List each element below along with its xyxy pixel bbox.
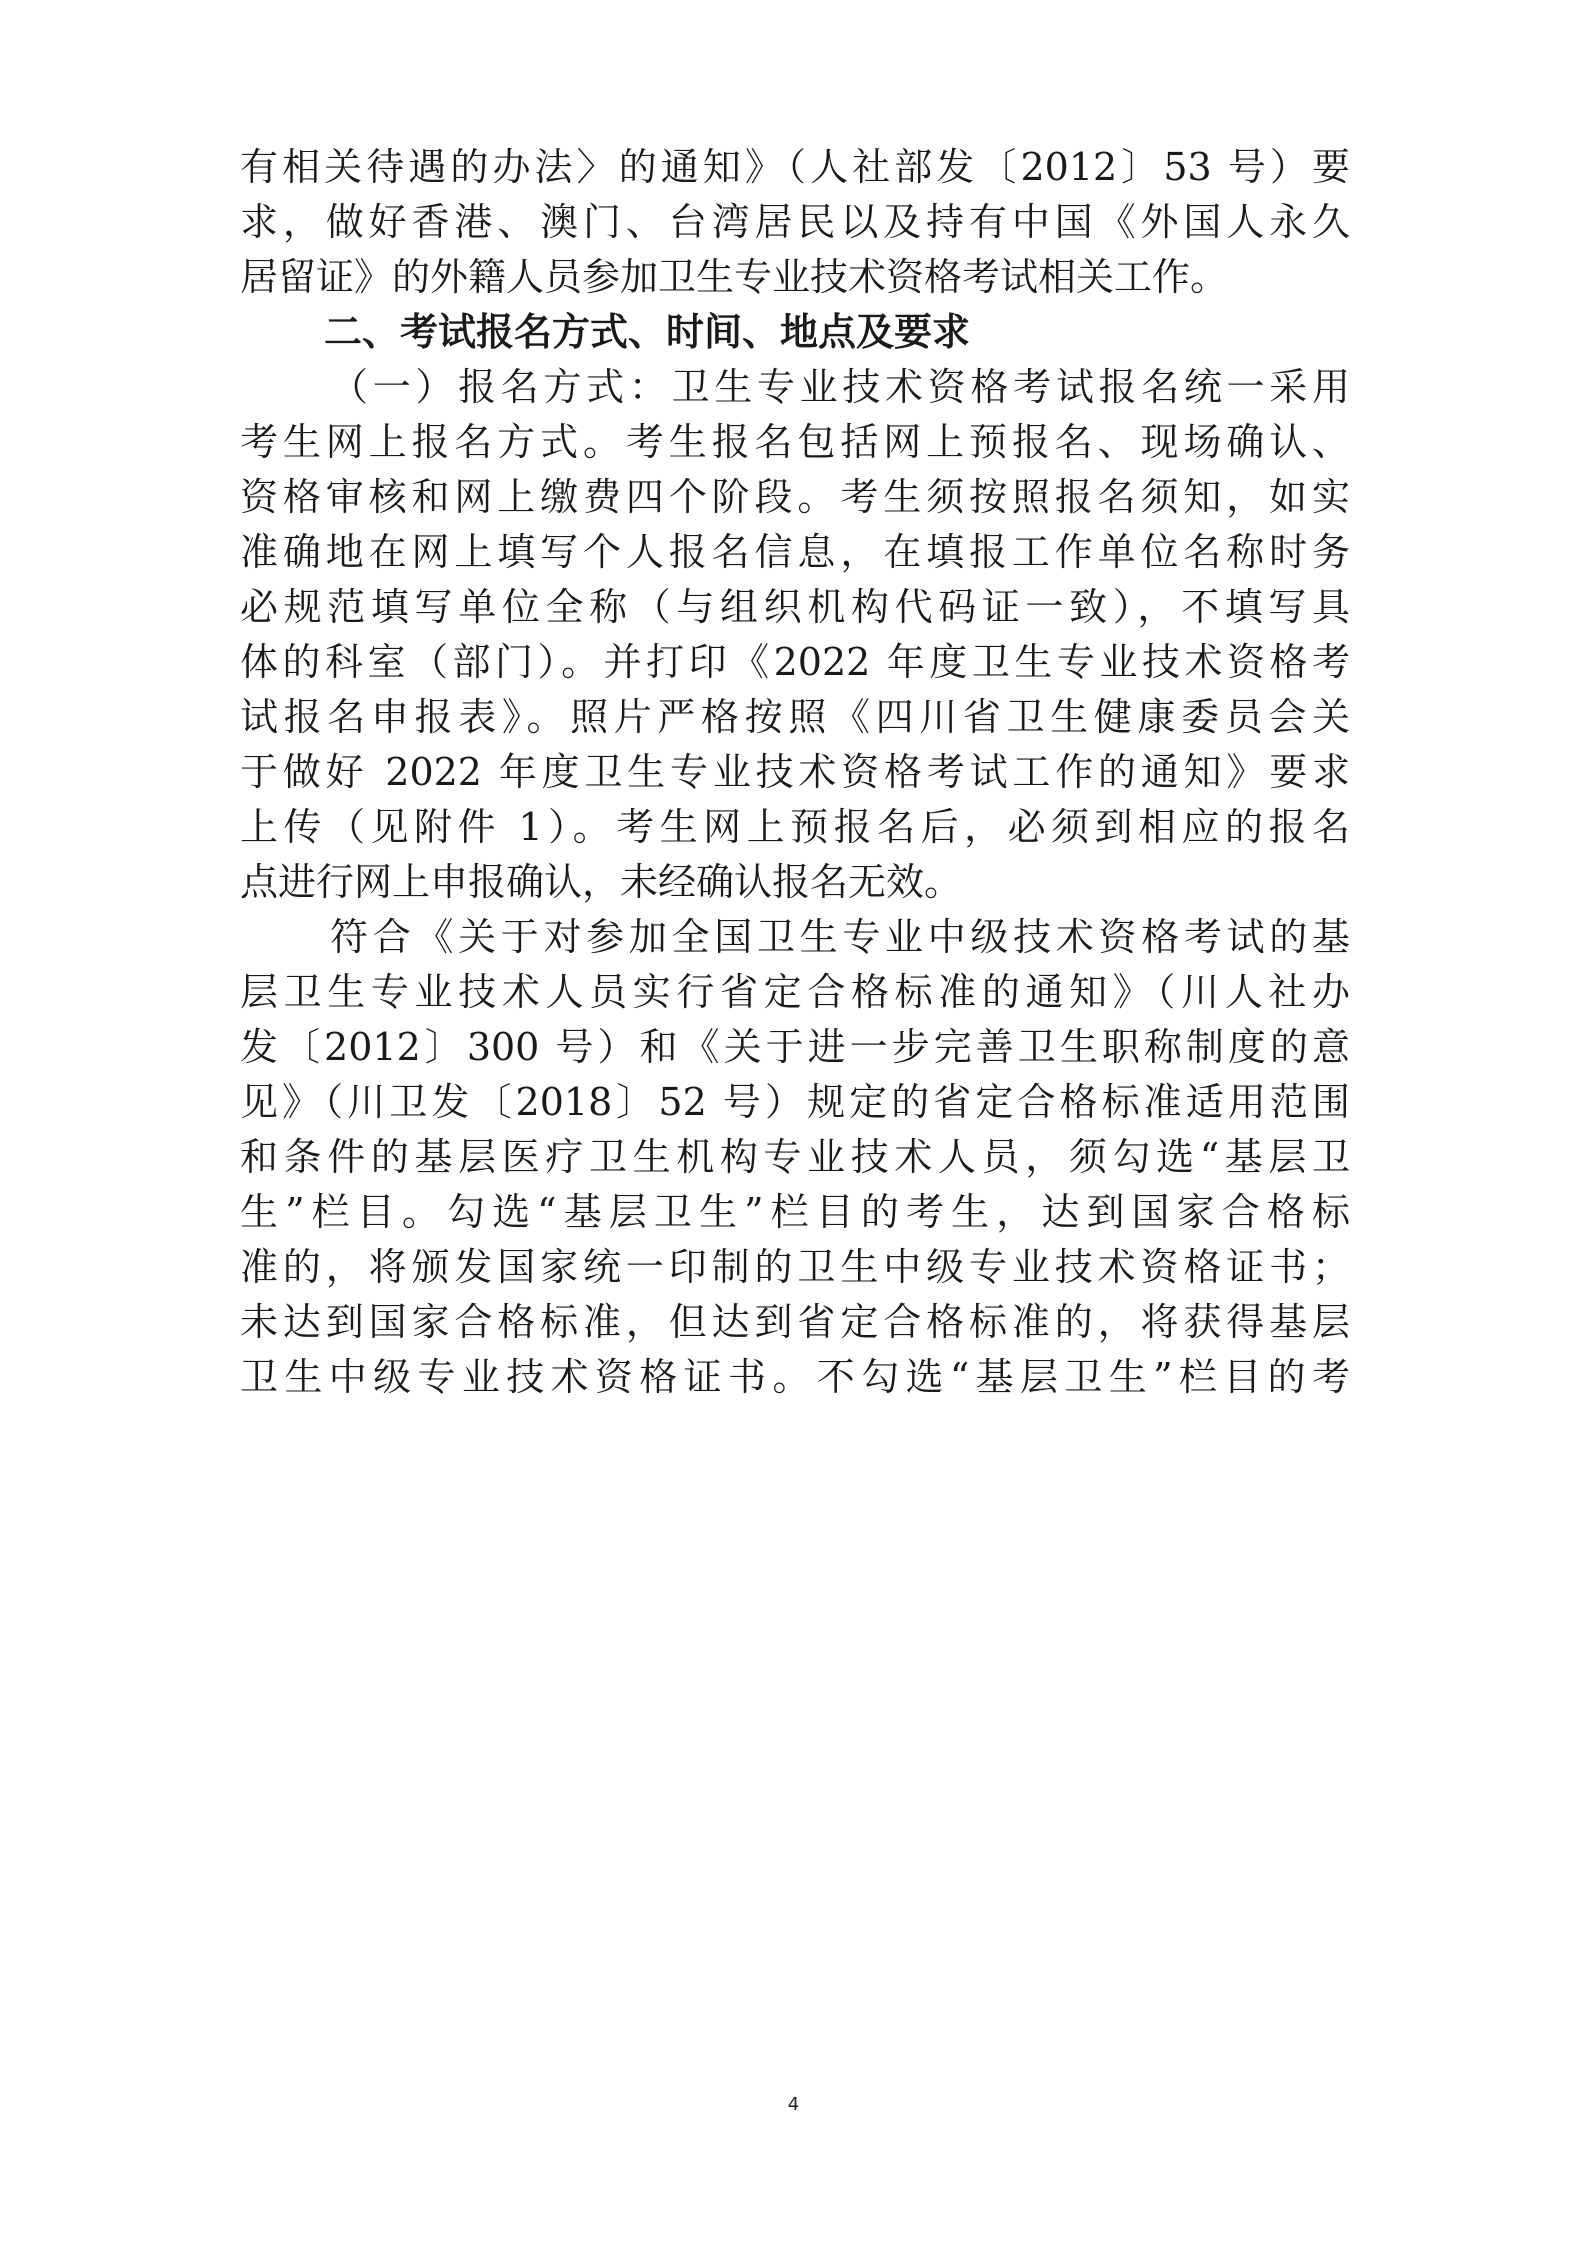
text-line: 有相关待遇的办法〉的通知》（人社部发〔2012〕53 号）要 — [240, 145, 1350, 189]
text-line: 考生网上报名方式。考生报名包括网上预报名、现场确认、 — [240, 420, 1350, 464]
text-line: 准的，将颁发国家统一印制的卫生中级专业技术资格证书； — [240, 1245, 1350, 1289]
text-line: 上传（见附件 1）。考生网上预报名后，必须到相应的报名 — [240, 805, 1350, 849]
text-line: 居留证》的外籍人员参加卫生专业技术资格考试相关工作。 — [240, 255, 1229, 299]
text-line: 发〔2012〕300 号）和《关于进一步完善卫生职称制度的意 — [240, 1025, 1350, 1069]
text-line: 层卫生专业技术人员实行省定合格标准的通知》（川人社办 — [240, 970, 1350, 1014]
text-line: 卫生中级专业技术资格证书。不勾选“基层卫生”栏目的考 — [240, 1355, 1350, 1399]
text-line: 未达到国家合格标准，但达到省定合格标准的，将获得基层 — [240, 1300, 1350, 1344]
text-line: 必规范填写单位全称（与组织机构代码证一致），不填写具 — [240, 585, 1350, 629]
text-line: 准确地在网上填写个人报名信息，在填报工作单位名称时务 — [240, 530, 1350, 574]
section-heading: 二、考试报名方式、时间、地点及要求 — [324, 310, 971, 354]
text-line: 符合《关于对参加全国卫生专业中级技术资格考试的基 — [330, 915, 1350, 959]
text-line: 体的科室（部门）。并打印《2022 年度卫生专业技术资格考 — [240, 640, 1350, 684]
text-line: 点进行网上申报确认，未经确认报名无效。 — [240, 860, 963, 904]
page-number: 4 — [787, 2094, 800, 2115]
text-line: 生”栏目。勾选“基层卫生”栏目的考生，达到国家合格标 — [240, 1190, 1350, 1234]
text-line: 和条件的基层医疗卫生机构专业技术人员，须勾选“基层卫 — [240, 1135, 1350, 1179]
text-line: 见》（川卫发〔2018〕52 号）规定的省定合格标准适用范围 — [240, 1080, 1350, 1124]
text-line: （一）报名方式：卫生专业技术资格考试报名统一采用 — [330, 365, 1350, 409]
text-line: 资格审核和网上缴费四个阶段。考生须按照报名须知，如实 — [240, 475, 1350, 519]
text-line: 试报名申报表》。照片严格按照《四川省卫生健康委员会关 — [240, 695, 1350, 739]
text-line: 于做好 2022 年度卫生专业技术资格考试工作的通知》要求 — [240, 750, 1350, 794]
text-line: 求，做好香港、澳门、台湾居民以及持有中国《外国人永久 — [240, 200, 1350, 244]
